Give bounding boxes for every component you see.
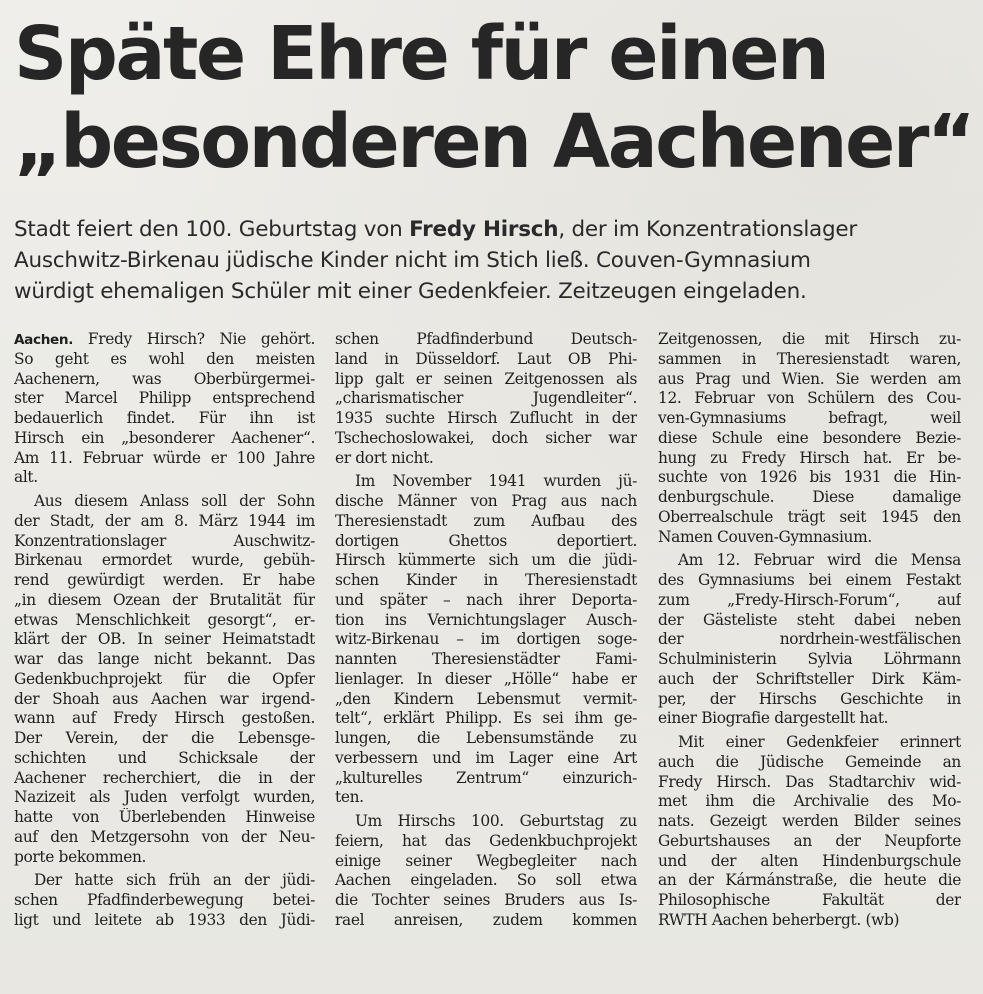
article-line: land in Düsseldorf. Laut OB Phi- — [335, 349, 637, 368]
article-line: etwas Menschlichkeit gesorgt“, er- — [14, 610, 315, 629]
article-line: diese Schule eine besondere Bezie- — [658, 428, 961, 447]
headline-line-2: „besonderen Aachener“ — [14, 99, 974, 185]
article-line: dische Männer von Prag aus nach — [335, 492, 637, 510]
article-line: und der alten Hindenburgschule — [658, 851, 961, 870]
article-line: tion ins Vernichtungslager Ausch- — [335, 610, 637, 629]
subheadline-line-1 — [14, 214, 969, 245]
article-line: Hirsch ein „besonderer Aachener“. — [14, 428, 315, 447]
article-line: Nazizeit als Juden verfolgt wurden, — [14, 788, 315, 807]
article-line: porte bekommen. — [14, 847, 147, 866]
article-line: suchte von 1926 bis 1931 die Hin- — [658, 468, 961, 487]
article-line: denburgschule. Diese damalige — [658, 488, 961, 506]
article-line: ster Marcel Philipp entsprechend — [14, 389, 315, 408]
article-line: war das lange nicht bekannt. Das — [14, 650, 315, 668]
article-line: Der Verein, der die Lebensge- — [14, 729, 315, 747]
article-line: 1935 suchte Hirsch Zuflucht in der — [335, 409, 637, 427]
article-line: „den Kindern Lebensmut vermit- — [335, 689, 637, 708]
article-line: alt. — [14, 468, 38, 487]
article-line: nannten Theresienstädter Fami- — [335, 650, 637, 668]
article-line: einer Biografie dargestellt hat. — [658, 709, 889, 728]
article-line: schen Pfadfinderbewegung betei- — [14, 891, 315, 909]
dateline: Aachen. — [14, 332, 74, 348]
article-line: aus Prag und Wien. Sie werden am — [658, 369, 961, 388]
headline — [14, 10, 974, 186]
article-line: ven-Gymnasiums befragt, weil — [658, 409, 961, 427]
article-line: ten. — [335, 788, 364, 807]
article-line: lienlager. In dieser „Hölle“ habe er — [335, 669, 637, 688]
article-line: Schulministerin Sylvia Löhrmann — [658, 650, 961, 668]
article-line: einige seiner Wegbegleiter nach — [335, 851, 637, 870]
subheadline-line-3: würdigt ehemaligen Schüler mit einer Gedenkfeier. Zeitzeugen eingeladen. — [14, 279, 807, 304]
article-line: Aachenern, was Oberbürgermei- — [14, 369, 315, 388]
article-line: per, der Hirschs Geschichte in — [658, 689, 961, 708]
article-line-text: Fredy Hirsch? Nie gehört. — [87, 330, 315, 348]
article-line: der nordrhein-westfälischen — [658, 630, 961, 649]
article-line: an der Kármánstraße, die heute die — [658, 871, 961, 890]
article-column-3 — [658, 330, 961, 931]
article-line: Tschechoslowakei, doch sicher war — [335, 428, 637, 447]
article-line: des Gymnasiums bei einem Festakt — [658, 571, 961, 589]
article-line: auch der Schriftsteller Dirk Käm- — [658, 669, 961, 688]
subheadline-text: Stadt feiert den 100. Geburtstag von — [14, 217, 410, 242]
article-line: Im November 1941 wurden jü- — [355, 472, 637, 491]
article-line: ligt und leitete ab 1933 den Jüdi- — [14, 910, 315, 929]
article-line: der Stadt, der am 8. März 1944 im — [14, 511, 315, 530]
article-line: auf den Metzgersohn von der Neu- — [14, 827, 315, 846]
headline-line-1: Späte Ehre für einen — [14, 11, 828, 97]
article-line: verbessern und im Lager eine Art — [335, 748, 637, 767]
article-line: Aus diesem Anlass soll der Sohn — [34, 492, 315, 510]
article-line: und später – nach ihrer Deporta- — [335, 590, 637, 609]
article-line: telt“, erklärt Philipp. Es sei ihm ge- — [335, 709, 637, 728]
article-line: lipp galt er seinen Zeitgenossen als — [335, 369, 637, 388]
article-line: wann auf Fredy Hirsch gestoßen. — [14, 709, 315, 728]
article-line: die Tochter seines Bruders aus Is- — [335, 891, 637, 909]
article-line: Gedenkbuchprojekt für die Opfer — [14, 669, 315, 688]
subheadline-name: Fredy Hirsch — [409, 217, 559, 242]
article-line: klärt der OB. In seiner Heimatstadt — [14, 630, 315, 649]
article-line: witz-Birkenau – im dortigen soge- — [335, 630, 637, 649]
article-line: nats. Gezeigt werden Bilder seines — [658, 812, 961, 830]
article-line: er dort nicht. — [335, 448, 434, 467]
article-line: bedauerlich findet. Für ihn ist — [14, 409, 315, 427]
article-line: schen Pfadfinderbund Deutsch- — [335, 330, 637, 348]
article-line: Aachener recherchiert, die in der — [14, 768, 315, 787]
article-line: Aachen eingeladen. So soll etwa — [335, 871, 637, 890]
article-line — [14, 330, 315, 350]
article-line: Der hatte sich früh an der jüdi- — [34, 871, 315, 890]
article-line: „kulturelles Zentrum“ einzurich- — [335, 768, 637, 787]
article-line: Zeitgenossen, die mit Hirsch zu- — [658, 330, 961, 348]
article-line: Philosophische Fakultät der — [658, 891, 961, 909]
subheadline — [14, 214, 969, 307]
article-line: Hirsch kümmerte sich um die jüdi- — [335, 551, 637, 570]
article-line: „charismatischer Jugendleiter“. — [335, 389, 637, 408]
article-line: dortigen Ghettos deportiert. — [335, 531, 637, 550]
article-column-2 — [335, 330, 637, 931]
article-line: auch die Jüdische Gemeinde an — [658, 752, 961, 771]
article-line: feiern, hat das Gedenkbuchprojekt — [335, 831, 637, 850]
article-line: Geburtshauses an der Neupforte — [658, 831, 961, 850]
subheadline-text: , der im Konzentrationslager — [558, 217, 857, 242]
article-line: Oberrealschule trägt seit 1945 den — [658, 507, 961, 526]
article-line: Am 11. Februar würde er 100 Jahre — [14, 448, 315, 467]
article-line: hung zu Fredy Hirsch hat. Er be- — [658, 448, 961, 467]
article-line: schen Kinder in Theresienstadt — [335, 571, 637, 589]
article-line: hatte von Überlebenden Hinweise — [14, 808, 315, 826]
article-line: met ihm die Archivalie des Mo- — [658, 792, 961, 811]
article-line: Namen Couven-Gymnasium. — [658, 527, 872, 546]
article-line: der Gästeliste steht dabei neben — [658, 610, 961, 629]
article-line: lungen, die Lebensumstände zu — [335, 729, 637, 747]
article-line: schichten und Schicksale der — [14, 748, 315, 767]
article-line: Am 12. Februar wird die Mensa — [678, 551, 961, 570]
article-line: So geht es wohl den meisten — [14, 349, 315, 368]
article-line: Birkenau ermordet wurde, gebüh- — [14, 551, 315, 570]
subheadline-line-2: Auschwitz-Birkenau jüdische Kinder nicht im Stich ließ. Couven-Gymnasium — [14, 248, 811, 273]
article-line: „in diesem Ozean der Brutalität für — [14, 590, 315, 609]
article-line: Theresienstadt zum Aufbau des — [335, 511, 637, 530]
article-line: Konzentrationslager Auschwitz- — [14, 531, 315, 550]
article-line: sammen in Theresienstadt waren, — [658, 349, 961, 368]
article-line: Um Hirschs 100. Geburtstag zu — [355, 812, 637, 830]
article-line: Fredy Hirsch. Das Stadtarchiv wid- — [658, 772, 961, 791]
article-line: rend gewürdigt werden. Er habe — [14, 571, 315, 589]
article-line: rael anreisen, zudem kommen — [335, 910, 637, 929]
article-column-1 — [14, 330, 315, 931]
article-line: Mit einer Gedenkfeier erinnert — [678, 733, 961, 751]
article-line: der Shoah aus Aachen war irgend- — [14, 689, 315, 708]
article-line: zum „Fredy-Hirsch-Forum“, auf — [658, 590, 961, 609]
article-line: 12. Februar von Schülern des Cou- — [658, 389, 961, 408]
article-line: RWTH Aachen beherbergt. (wb) — [658, 910, 900, 929]
